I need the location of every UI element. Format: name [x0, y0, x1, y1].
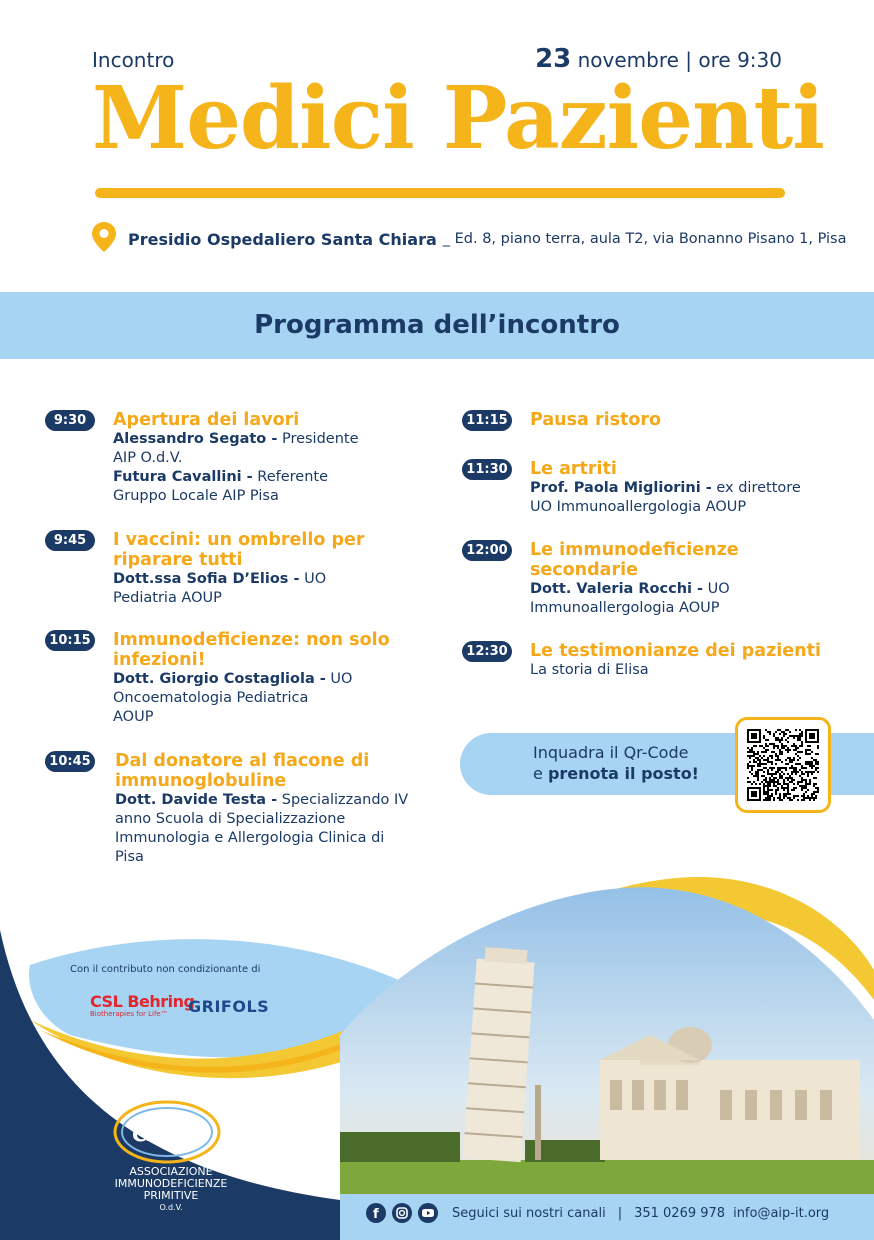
- qr-code-icon[interactable]: [735, 717, 831, 813]
- speaker-affiliation: Pediatria AOUP: [113, 590, 222, 606]
- program-item: [45, 410, 359, 506]
- speaker: [113, 570, 365, 589]
- facebook-icon[interactable]: [366, 1203, 386, 1223]
- speaker-affiliation: La storia di Elisa: [530, 662, 649, 678]
- time-badge: 9:45: [45, 530, 95, 551]
- speaker-name: Alessandro Segato -: [113, 431, 278, 447]
- venue-detail: _ Ed. 8, piano terra, aula T2, via Bonanno Pisano 1, Pisa: [442, 231, 847, 247]
- topic-line: Le immunodeficienze: [530, 540, 739, 560]
- speaker-role: UO: [325, 671, 353, 687]
- speaker: [115, 791, 408, 810]
- speaker-role: UO: [703, 581, 730, 597]
- speaker-affiliation: UO Immunoallergologia AOUP: [530, 499, 747, 515]
- youtube-icon[interactable]: [418, 1203, 438, 1223]
- time-badge: 9:30: [45, 410, 95, 431]
- speaker-affiliation: Pisa: [115, 849, 144, 865]
- program-heading: Programma dell’incontro: [254, 310, 620, 340]
- topic-line: Dal donatore al flacone di: [115, 751, 370, 771]
- program-item: [462, 641, 821, 680]
- topic-line: immunoglobuline: [115, 771, 287, 791]
- speaker-name: Futura Cavallini -: [113, 469, 253, 485]
- page-title: Medici Pazienti: [92, 68, 824, 169]
- topic-line: Pausa ristoro: [530, 410, 662, 430]
- aip-name-line: IMMUNODEFICIENZE: [114, 1177, 228, 1190]
- location-pin-icon: [92, 222, 116, 256]
- speaker-affiliation: AIP O.d.V.: [113, 450, 183, 466]
- program-item: [45, 751, 408, 867]
- grifols-logo: GRIFOLS: [188, 997, 270, 1016]
- time-badge: 11:15: [462, 410, 512, 431]
- speaker-name: Dott. Valeria Rocchi -: [530, 581, 704, 597]
- date-day: 23: [535, 44, 572, 74]
- program-item: [462, 410, 661, 430]
- csl-behring-logo: CSL Behring: [90, 992, 195, 1011]
- topic-line: I vaccini: un ombrello per: [113, 530, 365, 550]
- aip-name-line: O.d.V.: [159, 1203, 183, 1212]
- email-link[interactable]: info@aip-it.org: [733, 1205, 830, 1221]
- speaker-affiliation: Oncoematologia Pediatrica: [113, 690, 309, 706]
- time-badge: 12:30: [462, 641, 512, 662]
- speaker-role: Specializzando IV: [277, 792, 409, 808]
- aip-logo-text: aip: [131, 1105, 194, 1151]
- speaker: [530, 479, 801, 498]
- program-band: [0, 292, 874, 359]
- qr-line1: Inquadra il Qr-Code: [533, 743, 689, 762]
- topic-line: riparare tutti: [113, 550, 243, 570]
- speaker-affiliation: Immunoallergologia AOUP: [530, 600, 720, 616]
- footer-separator: |: [617, 1205, 623, 1221]
- program-item: [462, 459, 801, 517]
- speaker-affiliation: AOUP: [113, 709, 154, 725]
- program-item: [45, 630, 390, 727]
- instagram-icon[interactable]: [392, 1203, 412, 1223]
- sponsor-caption: Con il contributo non condizionante di: [70, 964, 261, 975]
- venue: [92, 222, 846, 256]
- follow-text: Seguici sui nostri canali: [452, 1205, 606, 1221]
- speaker: [113, 670, 390, 689]
- topic-line: Immunodeficienze: non solo: [113, 630, 390, 650]
- topic-line: Le artriti: [530, 459, 617, 479]
- event-type: Incontro: [92, 48, 175, 72]
- footer-contacts: [366, 1203, 829, 1223]
- date-rest: novembre | ore 9:30: [577, 48, 782, 72]
- qr-line2-bold: prenota il posto!: [547, 764, 699, 783]
- title-underline: [95, 188, 785, 198]
- time-badge: 10:45: [45, 751, 95, 772]
- topic-line: infezioni!: [113, 650, 206, 670]
- topic-line: secondarie: [530, 560, 638, 580]
- venue-name: Presidio Ospedaliero Santa Chiara: [128, 229, 437, 249]
- speaker-affiliation: Immunologia e Allergologia Clinica di: [115, 830, 385, 846]
- speaker-affiliation: anno Scuola di Specializzazione: [115, 811, 346, 827]
- speaker-name: Dott. Davide Testa -: [115, 792, 278, 808]
- speaker-role: Presidente: [277, 431, 359, 447]
- qr-text: [533, 742, 699, 784]
- aip-name-line: PRIMITIVE: [143, 1189, 199, 1202]
- program-item: [462, 540, 739, 618]
- speaker-name: Dott.ssa Sofia D’Elios -: [113, 571, 300, 587]
- aip-logo: [131, 1105, 194, 1151]
- aip-name: [96, 1166, 246, 1214]
- speaker-role: Referente: [252, 469, 329, 485]
- speaker-affiliation: Gruppo Locale AIP Pisa: [113, 488, 279, 504]
- time-badge: 11:30: [462, 459, 512, 480]
- speaker-role: ex direttore: [711, 480, 801, 496]
- speaker: [113, 468, 359, 487]
- csl-tagline: Biotherapies for Life™: [90, 1010, 168, 1018]
- svg-text:f: f: [373, 1207, 379, 1222]
- time-badge: 10:15: [45, 630, 95, 651]
- speaker: [530, 580, 739, 599]
- registered-mark: ®: [212, 1098, 222, 1109]
- topic-line: Apertura dei lavori: [113, 410, 300, 430]
- speaker-role: UO: [299, 571, 327, 587]
- phone-number[interactable]: 351 0269 978: [634, 1205, 726, 1221]
- qr-line2-prefix: e: [533, 764, 548, 783]
- program-item: [45, 530, 365, 608]
- aip-name-line: ASSOCIAZIONE: [129, 1165, 213, 1178]
- speaker-name: Dott. Giorgio Costagliola -: [113, 671, 326, 687]
- time-badge: 12:00: [462, 540, 512, 561]
- speaker-name: Prof. Paola Migliorini -: [530, 480, 712, 496]
- speaker: [113, 430, 359, 449]
- topic-line: Le testimonianze dei pazienti: [530, 641, 821, 661]
